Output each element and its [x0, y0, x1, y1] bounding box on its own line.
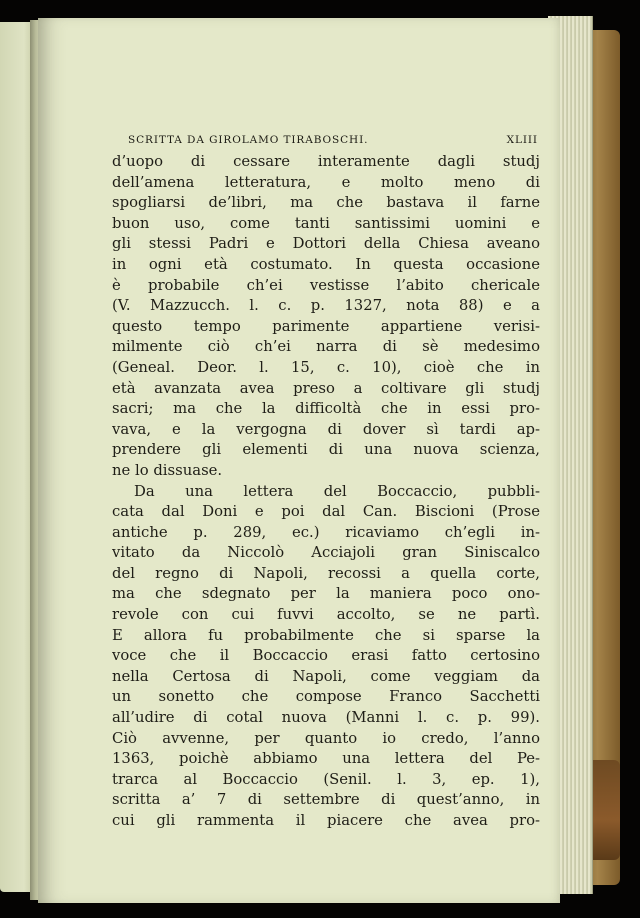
text-line: 1363, poichè abbiamo una lettera del Pe-: [112, 750, 540, 768]
text-line: revole con cui fuvvi accolto, se ne partì.: [112, 606, 540, 624]
body-text: [112, 152, 540, 832]
text-line: trarca al Boccaccio (Senil. l. 3, ep. 1),: [112, 770, 540, 788]
text-line: sacri; ma che la difficoltà che in essi pro-: [112, 400, 540, 418]
page-number: XLIII: [506, 134, 538, 146]
text-line: scritta a’ 7 di settembre di quest’anno, in: [112, 791, 540, 809]
text-line: vava, e la vergogna di dover sì tardi ap-: [112, 420, 540, 438]
text-line: d’uopo di cessare interamente dagli studj: [112, 153, 540, 170]
text-line: buon uso, come tanti santissimi uomini e: [112, 214, 540, 232]
text-line: nella Certosa di Napoli, come veggiam da: [112, 667, 540, 685]
text-line: Da una lettera del Boccaccio, pubbli-: [134, 482, 540, 500]
text-line: milmente ciò ch’ei narra di sè medesimo: [112, 338, 540, 356]
text-line: antiche p. 289, ec.) ricaviamo ch’egli in-: [112, 523, 540, 541]
text-line: cui gli rammenta il piacere che avea pro-: [112, 812, 540, 829]
running-title: SCRITTA DA GIROLAMO TIRABOSCHI.: [128, 134, 369, 146]
cover-wear-patch: [590, 760, 620, 860]
text-line: spogliarsi de’libri, ma che bastava il farne: [112, 194, 540, 212]
text-line: voce che il Boccaccio erasi fatto certosino: [112, 647, 540, 665]
text-line: ma che sdegnato per la maniera poco ono-: [112, 585, 540, 603]
text-line: del regno di Napoli, recossi a quella corte,: [112, 564, 540, 582]
text-line: età avanzata avea preso a coltivare gli studj: [112, 379, 540, 397]
text-line: (V. Mazzucch. l. c. p. 1327, nota 88) e a: [112, 297, 540, 315]
text-line: (Geneal. Deor. l. 15, c. 10), cioè che in: [112, 358, 540, 376]
text-line: ne lo dissuase.: [112, 461, 223, 479]
text-line: E allora fu probabilmente che si sparse la: [112, 626, 540, 644]
text-line: un sonetto che compose Franco Sacchetti: [112, 688, 540, 706]
text-line: cata dal Doni e poi dal Can. Biscioni (Prose: [112, 503, 540, 521]
text-line: in ogni età costumato. In questa occasione: [112, 255, 540, 273]
facing-page-edge: [0, 22, 34, 892]
text-line: prendere gli elementi di una nuova scienza,: [112, 441, 540, 459]
text-line: è probabile ch’ei vestisse l’abito chericale: [112, 276, 540, 294]
text-line: gli stessi Padri e Dottori della Chiesa aveano: [112, 235, 540, 253]
running-header: [128, 134, 538, 146]
text-line: all’udire di cotal nuova (Manni l. c. p. 99).: [112, 709, 540, 727]
text-line: vitato da Niccolò Acciajoli gran Siniscalco: [112, 544, 540, 562]
text-line: questo tempo parimente appartiene verisi-: [112, 317, 540, 335]
text-line: dell’amena letteratura, e molto meno di: [112, 173, 540, 191]
text-line: Ciò avvenne, per quanto io credo, l’anno: [112, 729, 540, 747]
